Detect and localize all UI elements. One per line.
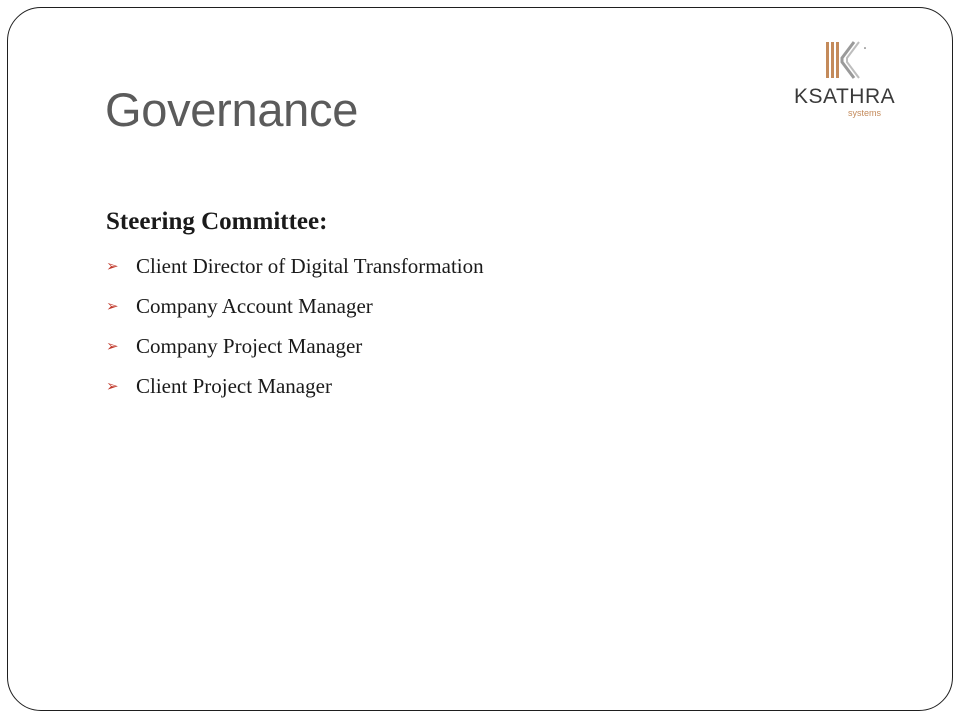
arrow-bullet-icon: ➢ — [106, 377, 119, 395]
bullet-text: Company Account Manager — [136, 293, 373, 318]
bullet-text: Client Project Manager — [136, 373, 332, 398]
bullet-item — [106, 366, 866, 406]
arrow-bullet-icon: ➢ — [106, 257, 119, 275]
slide-content — [106, 204, 866, 406]
bullet-list — [106, 246, 866, 406]
arrow-bullet-icon: ➢ — [106, 337, 119, 355]
logo-name: KSATHRA — [794, 85, 896, 108]
slide-title: Governance — [105, 83, 359, 136]
bullet-item — [106, 246, 866, 286]
bullet-text: Client Director of Digital Transformation — [136, 253, 484, 278]
bullet-item — [106, 286, 866, 326]
company-logo — [790, 40, 900, 122]
bullet-text: Company Project Manager — [136, 333, 363, 358]
bullet-item — [106, 326, 866, 366]
logo-tagline: systems — [848, 108, 882, 118]
arrow-bullet-icon: ➢ — [106, 297, 119, 315]
k-monogram-icon — [826, 40, 866, 82]
section-heading: Steering Committee: — [106, 208, 328, 235]
